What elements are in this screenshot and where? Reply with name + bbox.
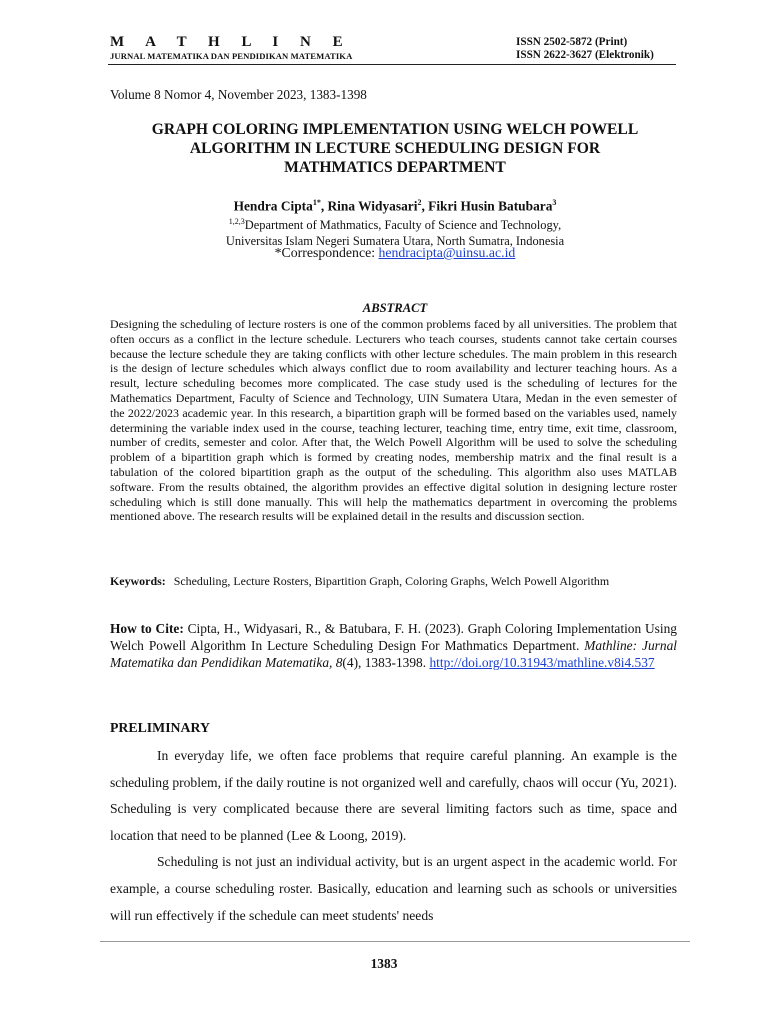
affiliation-line: Universitas Islam Negeri Sumatera Utara, North Sumatra, Indonesia bbox=[225, 234, 565, 249]
journal-header bbox=[110, 34, 352, 62]
correspondence bbox=[100, 245, 690, 261]
abstract-heading: ABSTRACT bbox=[362, 301, 428, 315]
correspondence-label: *Correspondence: bbox=[274, 245, 379, 260]
author-name: Fikri Husin Batubara bbox=[428, 198, 553, 214]
author-separator: , bbox=[320, 198, 328, 214]
author-separator: , bbox=[421, 198, 429, 214]
correspondence-email-link[interactable]: hendracipta@uinsu.ac.id bbox=[378, 245, 516, 260]
affiliation bbox=[100, 214, 690, 249]
author-name: Hendra Cipta bbox=[233, 198, 313, 214]
affiliation-line: Department of Mathmatics, Faculty of Science and Technology, bbox=[244, 218, 562, 233]
issn-electronic: ISSN 2622-3627 (Elektronik) bbox=[516, 49, 654, 61]
title-line: GRAPH COLORING IMPLEMENTATION USING WELCH POWELL bbox=[151, 121, 639, 138]
cite-issue-pages: (4), 1383-1398. bbox=[342, 655, 430, 671]
footer-divider bbox=[100, 941, 690, 942]
volume-info: Volume 8 Nomor 4, November 2023, 1383-1398 bbox=[110, 87, 367, 102]
title-line: ALGORITHM IN LECTURE SCHEDULING DESIGN FOR bbox=[189, 140, 601, 157]
author-sup: 2 bbox=[417, 198, 422, 207]
author-name: Rina Widyasari bbox=[327, 198, 418, 214]
author-sup: 1* bbox=[312, 198, 321, 207]
paragraph: Scheduling is not just an individual activity, but is an urgent aspect in the academic world. For example, a course scheduling roster. Basically, education and learning such as schools or universities will run effectively if the schedule can meet students' needs bbox=[110, 854, 677, 923]
author-sup: 3 bbox=[552, 198, 557, 207]
author-list bbox=[100, 198, 690, 214]
issn-print: ISSN 2502-5872 (Print) bbox=[516, 36, 628, 48]
issn-block bbox=[516, 36, 654, 62]
cite-journal: Mathline: Jurnal Matematika dan Pendidikan Matematika, 8 bbox=[110, 638, 677, 671]
journal-name: M A T H L I N E bbox=[110, 34, 352, 50]
keywords bbox=[110, 575, 677, 588]
cite-text: Cipta, H., Widyasari, R., & Batubara, F. H. (2023). Graph Coloring Implementation Using Welch Powell Algorithm In Lecture Scheduling Design For Mathmatics Department. bbox=[110, 621, 677, 654]
keywords-text: Scheduling, Lecture Rosters, Bipartition Graph, Coloring Graphs, Welch Powell Algorithm bbox=[173, 574, 610, 588]
cite-label: How to Cite: bbox=[110, 621, 184, 636]
section-heading: PRELIMINARY bbox=[110, 720, 210, 735]
affiliation-sup: 1,2,3 bbox=[228, 217, 245, 226]
section-body bbox=[110, 743, 677, 929]
title-line: MATHMATICS DEPARTMENT bbox=[284, 159, 506, 176]
keywords-label: Keywords: bbox=[110, 574, 166, 588]
how-to-cite bbox=[110, 620, 677, 672]
header-divider bbox=[108, 64, 676, 65]
paper-title bbox=[100, 120, 690, 177]
doi-link[interactable]: http://doi.org/10.31943/mathline.v8i4.537 bbox=[429, 655, 655, 671]
abstract-text: Designing the scheduling of lecture rosters is one of the common problems faced by all universities. The problem that often occurs as a conflict in the lecture schedule. Lecturers who teach courses, students cannot take certain courses because the lecture schedule they are taking conflicts with other lecture schedules. The main problem in this research is the design of lecture schedules which always conflict due to room availability and lecturer teaching hours. As a result, lecture scheduling becomes more complicated. The case study used is the scheduling of lectures for the Mathematics Department, Faculty of Science and Technology, UIN Sumatera Utara, Medan in the even semester of the 2022/2023 academic year. In this research, a bipartition graph will be formed based on the variables used, namely determining the variable index used in the course, teaching lecturer, teaching time, entry time, exit time, classroom, number of credits, semester and color. After that, the Welch Powell Algorithm will be used to solve the scheduling problem of a bipartition graph which is formed by creating nodes, membership matrix and the final result is a tabulation of the colored bipartition graph as the output of the scheduling. This algorithm also uses MATLAB software. From the results obtained, the algorithm provides an effective digital solution in designing lecture roster scheduling which is still done manually. This will help the mathematics department in overcoming the problems mentioned above. The research results will be explained detail in the results and discussion section. bbox=[110, 317, 677, 524]
paragraph: In everyday life, we often face problems that require careful planning. An example is the scheduling problem, if the daily routine is not organized well and carefully, chaos will occur (Yu, 2021). Scheduling is very complicated because there are several limiting factors such as time, space and location that need to be planned (Lee & Loong, 2019). bbox=[110, 748, 677, 843]
page-number: 1383 bbox=[370, 956, 398, 971]
journal-subtitle: JURNAL MATEMATIKA DAN PENDIDIKAN MATEMATIKA bbox=[110, 51, 353, 61]
